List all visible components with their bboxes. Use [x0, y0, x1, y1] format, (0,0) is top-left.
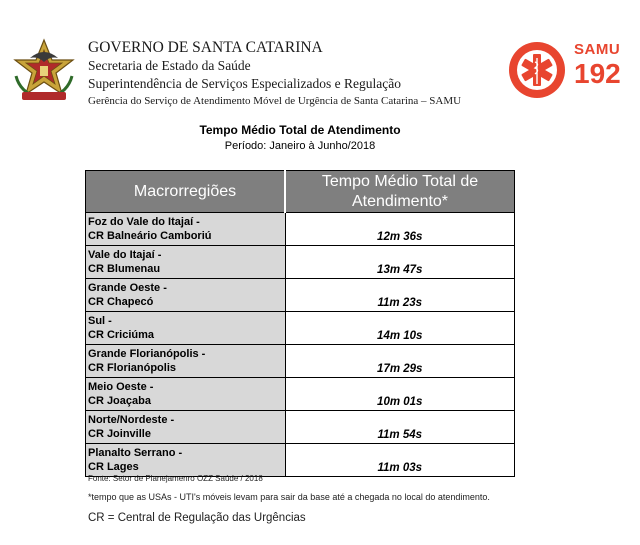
region-name: Sul -	[88, 315, 112, 327]
regulation-center: CR Joinville	[88, 428, 151, 440]
secretariat-name: Secretaria de Estado da Saúde	[88, 58, 251, 73]
samu-number: 192	[574, 58, 621, 89]
source-note: Fonte: Setor de Planejamenro OZZ Saúde / 2018	[88, 474, 263, 483]
regulation-center: CR Criciúma	[88, 329, 155, 341]
time-cell: 11m 03s	[285, 444, 515, 477]
column-header-regions: Macrorregiões	[86, 171, 286, 213]
response-time-table	[85, 170, 515, 477]
regulation-center: CR Lages	[88, 461, 139, 473]
regulation-center: CR Chapecó	[88, 296, 154, 308]
time-cell: 14m 10s	[285, 312, 515, 345]
region-cell	[86, 345, 286, 378]
region-cell	[86, 378, 286, 411]
table-row	[86, 279, 515, 312]
region-name: Norte/Nordeste -	[88, 414, 175, 426]
table-header-row	[86, 171, 515, 213]
time-cell: 17m 29s	[285, 345, 515, 378]
table-row	[86, 411, 515, 444]
management-name: Gerência do Serviço de Atendimento Móvel de Urgência de Santa Catarina – SAMU	[88, 95, 462, 107]
report-period: Período: Janeiro à Junho/2018	[224, 140, 376, 152]
region-name: Grande Florianópolis -	[88, 348, 206, 360]
region-cell	[86, 411, 286, 444]
table-row	[86, 246, 515, 279]
time-cell: 12m 36s	[285, 213, 515, 246]
santa-catarina-coat-of-arms-icon	[10, 36, 78, 104]
table-row	[86, 378, 515, 411]
table-row	[86, 444, 515, 477]
region-name: Vale do Itajaí -	[88, 249, 162, 261]
region-cell	[86, 444, 286, 477]
regulation-center: CR Balneário Camboriú	[88, 230, 212, 242]
government-header-text	[88, 38, 461, 109]
region-name: Planalto Serrano -	[88, 447, 183, 459]
region-name: Grande Oeste -	[88, 282, 167, 294]
time-cell: 11m 54s	[285, 411, 515, 444]
time-cell: 11m 23s	[285, 279, 515, 312]
region-cell	[86, 246, 286, 279]
region-name: Foz do Vale do Itajaí -	[88, 216, 200, 228]
region-name: Meio Oeste -	[88, 381, 154, 393]
table-row	[86, 312, 515, 345]
table-row	[86, 345, 515, 378]
column-header-time: Tempo Médio Total de Atendimento*	[285, 171, 515, 213]
samu-star-of-life-icon	[507, 40, 567, 100]
document-header	[0, 0, 640, 110]
samu-label: SAMU	[574, 41, 621, 58]
superintendence-name: Superintendência de Serviços Especializados e Regulação	[88, 76, 402, 91]
time-cell: 10m 01s	[285, 378, 515, 411]
footnote: *tempo que as USAs - UTI's móveis levam para sair da base até a chegada no local do atendimento.	[88, 492, 490, 502]
regulation-center: CR Joaçaba	[88, 395, 151, 407]
abbreviation-legend: CR = Central de Regulação das Urgências	[88, 512, 306, 524]
samu-wordmark	[574, 42, 621, 88]
region-cell	[86, 213, 286, 246]
report-title: Tempo Médio Total de Atendimento	[199, 123, 401, 137]
regulation-center: CR Florianópolis	[88, 362, 176, 374]
government-name: GOVERNO DE SANTA CATARINA	[88, 39, 323, 56]
region-cell	[86, 279, 286, 312]
region-cell	[86, 312, 286, 345]
table-row	[86, 213, 515, 246]
time-cell: 13m 47s	[285, 246, 515, 279]
regulation-center: CR Blumenau	[88, 263, 161, 275]
